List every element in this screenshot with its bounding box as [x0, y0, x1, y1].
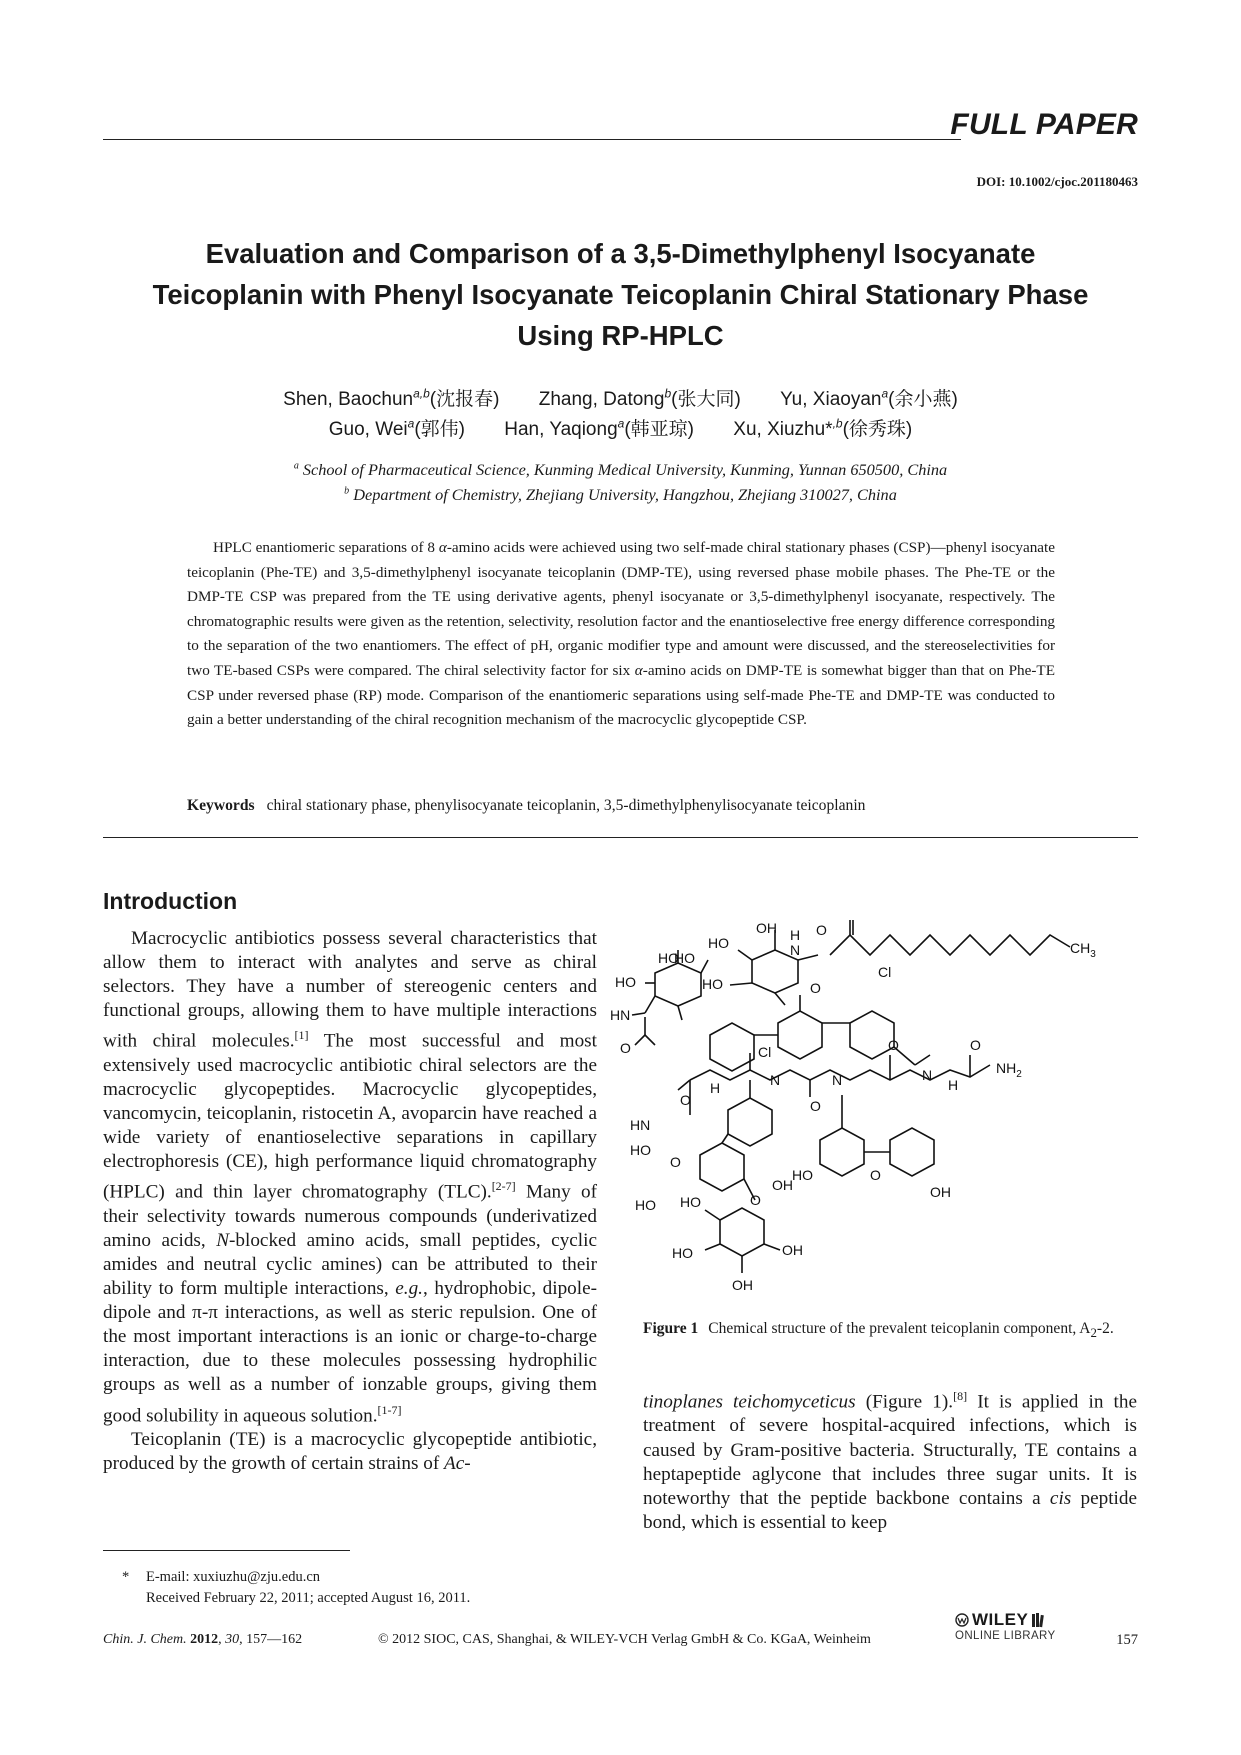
atom-label: HO	[635, 1197, 656, 1213]
atom-label: OH	[756, 920, 777, 936]
paragraph: Macrocyclic antibiotics possess several characteristics that allow them to interact with analytes and serve as chiral selectors. They have a number of stereogenic centers and functional groups, allowing them to have multiple interactions with chiral molecules.[1] The most successful and most extensively used macrocyclic antibiotic chiral selectors are the macrocyclic glycopeptides. Macrocyclic glycopeptides, vancomycin, teicoplanin, ristocetin A, avoparcin have reached a wide variety of enantioselective separations in capillary electrophoresis (CE), high performance liquid chromatography (HPLC) and thin layer chromatography (TLC).[2-7] Many of their selectivity towards numerous compounds (underivatized amino acids, N-blocked amino acids, small peptides, cyclic amides and neutral cyclic amines) can be attributed to their ability to form multiple interactions, e.g., hydrophobic, dipole-dipole and π-π interactions, as well as steric repulsion. One of the most important interactions is an ionic or charge-to-charge interaction, due to these molecules possessing hydrophilic groups as well as a number of ionzable groups, giving them good solubility in aqueous solution.[1-7]	[103, 928, 597, 1426]
aromatic-ring	[710, 1023, 754, 1071]
atom-label: HN	[610, 1007, 631, 1023]
wiley-online-library-logo[interactable]: WILEY ONLINE LIBRARY	[955, 1610, 1056, 1642]
fatty-acid-chain	[830, 935, 1070, 955]
atom-label: OH	[772, 1177, 793, 1193]
atom-label: OH	[782, 1242, 803, 1258]
atom-label: $CH_3$	[1070, 940, 1096, 960]
atom-label: O	[888, 1037, 899, 1053]
structure-bonds	[632, 920, 1070, 1273]
atom-label: HO	[630, 1142, 651, 1158]
body-column-right	[643, 1384, 1137, 1535]
atom-label: O	[816, 922, 827, 938]
atom-label: OH	[732, 1277, 753, 1293]
page-number: 157	[1116, 1632, 1138, 1648]
atom-label: N	[832, 1072, 843, 1088]
structure-atom-labels	[610, 920, 1096, 1293]
author: Zhang, Datong$^b$(张大同)	[538, 386, 741, 410]
keywords-label: Keywords	[187, 797, 255, 814]
atom-label: N	[770, 1072, 781, 1088]
atom-label: O	[680, 1092, 691, 1108]
citation[interactable]: [8]	[953, 1389, 968, 1403]
chemical-structure-drawing	[610, 905, 1130, 1305]
sugar-ring-bottom	[720, 1208, 764, 1256]
section-label: FULL PAPER	[950, 108, 1138, 141]
atom-label: O	[750, 1192, 761, 1208]
figure-label: Figure 1	[643, 1320, 699, 1337]
atom-label: O	[670, 1154, 681, 1170]
atom-label: HO	[680, 1194, 701, 1210]
aromatic-ring	[820, 1128, 864, 1176]
section-heading-introduction: Introduction	[103, 888, 238, 914]
footer-copyright: © 2012 SIOC, CAS, Shanghai, & WILEY-VCH Verlag GmbH & Co. KGaA, Weinheim	[378, 1632, 871, 1647]
atom-label: H	[710, 1080, 721, 1096]
abstract-rule	[103, 837, 1138, 838]
atom-label: HO	[702, 976, 723, 992]
authors-line-2	[120, 414, 1121, 441]
atom-label: H	[948, 1077, 959, 1093]
header-rule	[103, 139, 961, 140]
atom-label: HO	[672, 1245, 693, 1261]
footer-journal-citation: Chin. J. Chem. 2012, 30, 157—162	[103, 1632, 303, 1647]
citation[interactable]: [1-7]	[377, 1402, 402, 1417]
footnote-rule	[103, 1550, 350, 1551]
atom-label: OH	[930, 1184, 951, 1200]
books-icon	[1031, 1612, 1047, 1628]
atom-label: N	[790, 942, 801, 958]
citation[interactable]: [2-7]	[491, 1179, 516, 1194]
atom-label: O	[620, 1040, 631, 1056]
atom-label: HN	[630, 1117, 651, 1133]
atom-label: H	[790, 927, 801, 943]
atom-label: HO	[615, 974, 636, 990]
abstract: HPLC enantiomeric separations of 8 α-amino acids were achieved using two self-made chiral stationary phases (CSP)—phenyl isocyanate teicoplanin (Phe-TE) and 3,5-dimethylphenyl isocyanate teicoplanin (DMP-TE), using reversed phase mobile phases. The Phe-TE or the DMP-TE CSP was prepared from the TE using derivative agents, phenyl isocyanate or 3,5-dimethylphenyl isocyanate, respectively. The chromatographic results were given as the retention, selectivity, resolution factor and the enantioselective free energy difference corresponding to the separation of the two enantiomers. The effect of pH, organic modifier type and amount were discussed, and the stereoselectivities for two TE-based CSPs were compared. The chiral selectivity factor for six α-amino acids on DMP-TE is somewhat bigger than that on Phe-TE CSP under reversed phase (RP) mode. Comparison of the enantiomeric separations using self-made Phe-TE and DMP-TE was conducted to gain a better understanding of the chiral recognition mechanism of the macrocyclic glycopeptide CSP.	[187, 539, 1056, 729]
body-column-left	[103, 927, 597, 1476]
author: Xu, Xiuzhu*$^{,b}$(徐秀珠)	[733, 416, 913, 440]
atom-label: HO	[708, 935, 729, 951]
corresponding-email[interactable]: E-mail: xuxiuzhu@zju.edu.cn	[146, 1569, 321, 1585]
author: Guo, Wei$^a$(郭伟)	[328, 416, 465, 440]
atom-label: Cl	[758, 1044, 772, 1060]
affiliation-b: $^b$ Department of Chemistry, Zhejiang University, Hangzhou, Zhejiang 310027, China	[344, 485, 897, 504]
sugar-ring-left	[655, 963, 701, 1006]
figure-teicoplanin-structure	[610, 905, 1130, 1305]
aromatic-ring	[728, 1098, 772, 1146]
wiley-circle-icon	[955, 1613, 969, 1627]
atom-label: N	[922, 1067, 933, 1083]
footnote-star: *	[122, 1569, 130, 1585]
atom-label: O	[810, 980, 821, 996]
aromatic-ring	[700, 1143, 744, 1191]
author: Shen, Baochun$^{a,b}$(沈报春)	[283, 386, 500, 410]
paragraph: tinoplanes teichomyceticus (Figure 1).[8] It is applied in the treatment of severe hospital-acquired infections, which is caused by Gram-positive bacteria. Structurally, TE contains a heptapeptide aglycone that includes three sugar units. It is noteworthy that the peptide backbone contains a cis peptide bond, which is essential to keep	[643, 1389, 1137, 1533]
author: Yu, Xiaoyan$^a$(余小燕)	[780, 386, 958, 410]
atom-label: O	[970, 1037, 981, 1053]
atom-label: HO	[658, 950, 679, 966]
aromatic-ring	[890, 1128, 934, 1176]
aromatic-ring	[778, 1011, 822, 1059]
received-dates: Received February 22, 2011; accepted August 16, 2011.	[146, 1590, 471, 1606]
author: Han, Yaqiong$^a$(韩亚琼)	[504, 416, 694, 440]
keywords-text: chiral stationary phase, phenylisocyanate teicoplanin, 3,5-dimethylphenylisocyanate teicoplanin	[266, 797, 866, 814]
citation[interactable]: [1]	[294, 1028, 309, 1043]
footnote	[122, 1567, 470, 1609]
atom-label: O	[810, 1098, 821, 1114]
authors-line-1	[120, 384, 1121, 411]
atom-label: HO	[674, 950, 695, 966]
atom-label: O	[870, 1167, 881, 1183]
atom-label: $NH_2$	[996, 1060, 1022, 1080]
figure-caption: Figure 1 Chemical structure of the prevalent teicoplanin component, $A_2-2$.	[643, 1320, 1114, 1341]
atom-label: Cl	[878, 964, 892, 980]
paragraph: Teicoplanin (TE) is a macrocyclic glycopeptide antibiotic, produced by the growth of certain strains of Ac-	[103, 1429, 597, 1475]
keywords	[187, 797, 865, 815]
doi[interactable]: DOI: 10.1002/cjoc.201180463	[976, 174, 1138, 189]
paper-title: Evaluation and Comparison of a 3,5-Dimethylphenyl Isocyanate Teicoplanin with Phenyl Isocyanate Teicoplanin Chiral Stationary Phase Using RP-HPLC	[152, 238, 1089, 351]
affiliation-a: $^a$ School of Pharmaceutical Science, Kunming Medical University, Kunming, Yunnan 650500, China	[293, 460, 948, 479]
atom-label: HO	[792, 1167, 813, 1183]
